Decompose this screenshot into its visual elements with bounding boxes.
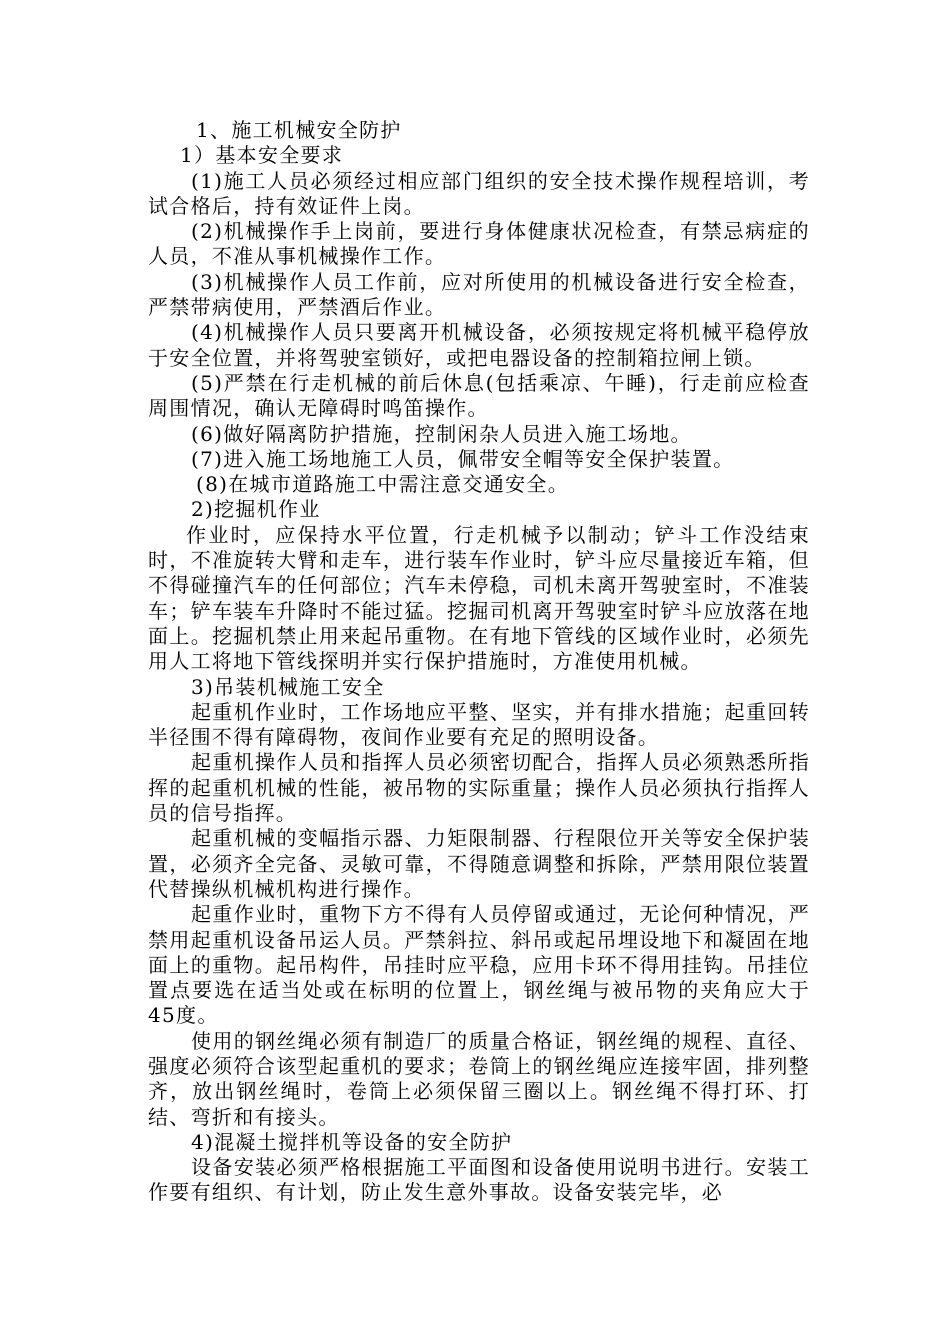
paragraph: (7)进入施工场地施工人员，佩带安全帽等安全保护装置。 [191, 446, 735, 471]
paragraph: (8)在城市道路施工中需注意交通安全。 [196, 472, 570, 497]
subsection-heading: 1）基本安全要求 [180, 143, 344, 168]
document-body [148, 118, 810, 1206]
paragraph: 起重作业时，重物下方不得有人员停留或通过，无论何种情况，严禁用起重机设备吊运人员。严禁斜拉、斜吊或起吊埋设地下和凝固在地面上的重物。起吊构件，吊挂时应平稳，应用卡环不得用挂钩。吊挂位置点要选在适当处或在标明的位置上，钢丝绳与被吊物的夹角应大于45度。 [148, 902, 810, 1028]
paragraph: 作业时，应保持水平位置，行走机械予以制动；铲斗工作没结束时，不准旋转大臂和走车，进行装车作业时，铲斗应尽量接近车箱，但不得碰撞汽车的任何部位；汽车未停稳，司机未离开驾驶室时，不准装车；铲车装车升降时不能过猛。挖掘司机离开驾驶室时铲斗应放落在地面上。挖掘机禁止用来起吊重物。在有地下管线的区域作业时，必须先用人工将地下管线探明并实行保护措施时，方准使用机械。 [148, 522, 810, 674]
paragraph: (4)机械操作人员只要离开机械设备，必须按规定将机械平稳停放于安全位置，并将驾驶室锁好，或把电器设备的控制箱拉闸上锁。 [148, 320, 810, 370]
paragraph: (2)机械操作手上岗前，要进行身体健康状况检查，有禁忌病症的人员，不准从事机械操作工作。 [148, 219, 810, 269]
subsection-heading: 4)混凝土搅拌机等设备的安全防护 [191, 1129, 513, 1154]
paragraph: (1)施工人员必须经过相应部门组织的安全技术操作规程培训，考试合格后，持有效证件上岗。 [148, 168, 810, 218]
paragraph: (5)严禁在行走机械的前后休息(包括乘凉、午睡)，行走前应检查周围情况，确认无障碍时鸣笛操作。 [148, 370, 810, 421]
subsection-heading: 2)挖掘机作业 [191, 497, 321, 522]
paragraph: (6)做好隔离防护措施，控制闲杂人员进入施工场地。 [191, 421, 692, 446]
paragraph: 设备安装必须严格根据施工平面图和设备使用说明书进行。安装工作要有组织、有计划，防止发生意外事故。设备安装完毕，必 [148, 1155, 810, 1205]
paragraph: 起重机作业时，工作场地应平整、坚实，并有排水措施；起重回转半径围不得有障碍物，夜间作业要有充足的照明设备。 [148, 699, 810, 750]
paragraph: (3)机械操作人员工作前，应对所使用的机械设备进行安全检查，严禁带病使用，严禁酒后作业。 [148, 269, 810, 320]
subsection-heading: 3)吊装机械施工安全 [191, 674, 385, 699]
paragraph: 起重机操作人员和指挥人员必须密切配合，指挥人员必须熟悉所指挥的起重机机械的性能，被吊物的实际重量；操作人员必须执行指挥人员的信号指挥。 [148, 750, 810, 826]
section-heading: 1、施工机械安全防护 [196, 118, 402, 142]
paragraph: 使用的钢丝绳必须有制造厂的质量合格证，钢丝绳的规程、直径、强度必须符合该型起重机的要求；卷筒上的钢丝绳应连接牢固，排列整齐，放出钢丝绳时，卷筒上必须保留三圈以上。钢丝绳不得打环、打结、弯折和有接头。 [148, 1028, 810, 1129]
paragraph: 起重机械的变幅指示器、力矩限制器、行程限位开关等安全保护装置，必须齐全完备、灵敏可靠，不得随意调整和拆除，严禁用限位装置代替操纵机械机构进行操作。 [148, 826, 810, 901]
